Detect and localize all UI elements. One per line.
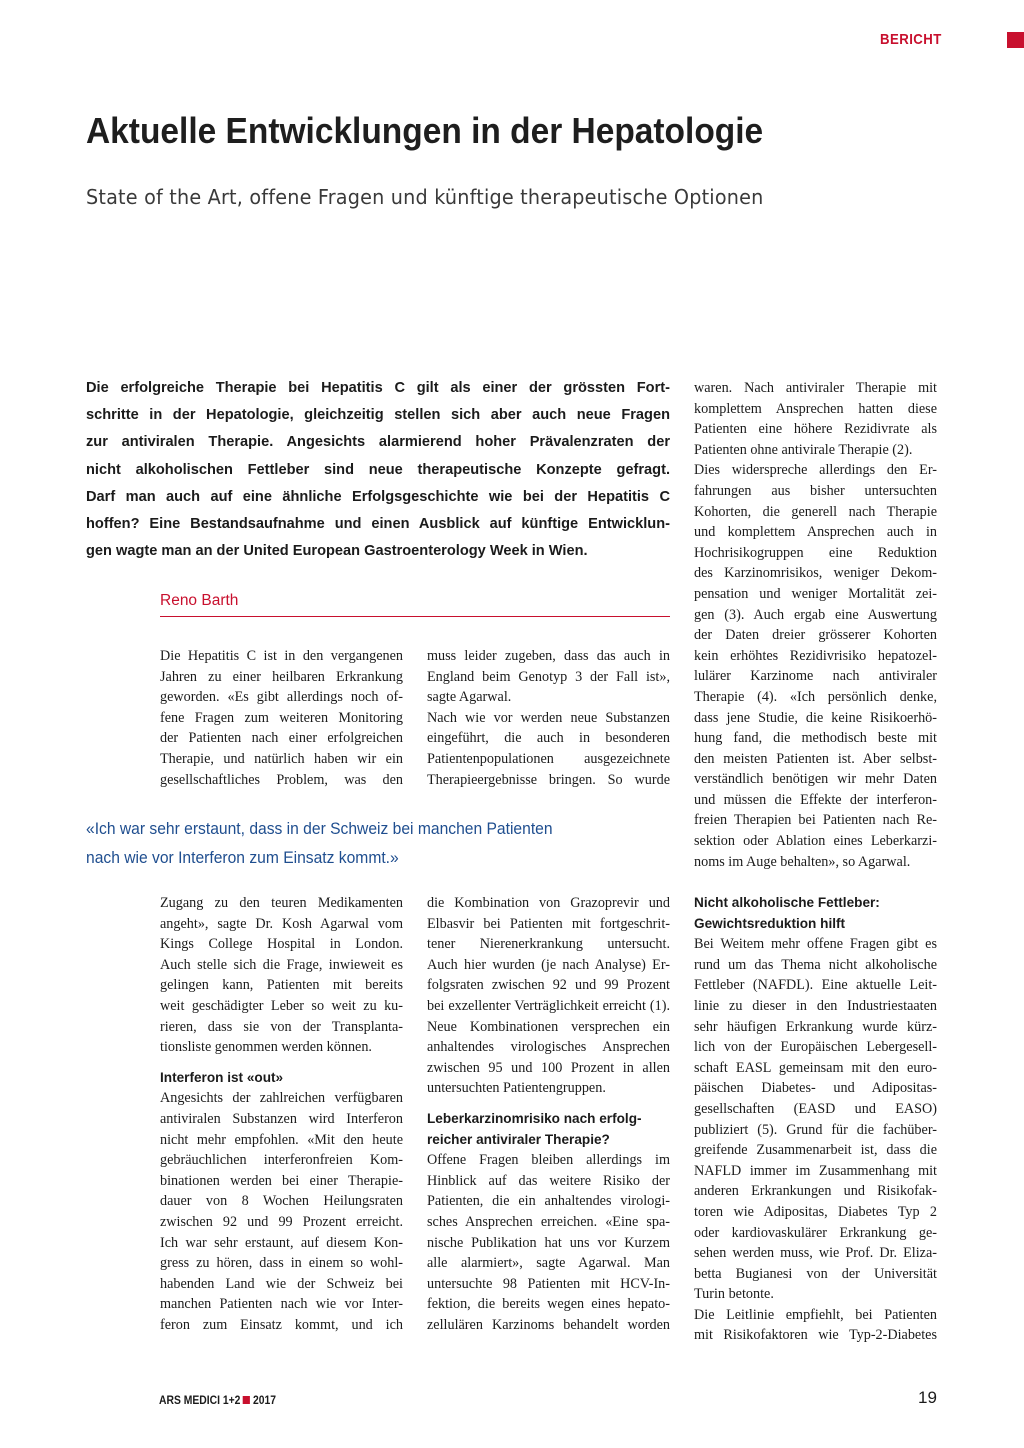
body-line: hung fand, die methodisch beste mit xyxy=(694,730,937,747)
body-line: untersuchte 98 Patienten mit HCV-In- xyxy=(427,1275,670,1292)
body-line: tionsliste genommen werden können. xyxy=(160,1039,372,1056)
body-line: rieren, dass sie von der Transplanta- xyxy=(160,1018,403,1035)
article-subtitle: State of the Art, offene Fragen und künftige therapeutische Optionen xyxy=(86,185,764,209)
body-line: untersuchten Patientengruppen. xyxy=(427,1080,606,1097)
author-name: Reno Barth xyxy=(160,592,239,609)
body-line: manchen Patienten nach wie vor Inter- xyxy=(160,1296,403,1313)
body-line: Patientenpopulationen ausgezeichnete xyxy=(427,750,670,767)
body-line: der Daten dreier grösserer Kohorten xyxy=(694,627,937,644)
body-line: publiziert (5). Grund für die fachüber- xyxy=(694,1121,937,1138)
body-line: Therapieergebnisse bringen. So wurde xyxy=(427,771,670,788)
body-line: England beim Genotyp 3 der Fall ist», xyxy=(427,668,670,685)
column-3-top xyxy=(694,378,937,872)
journal-name: ARS MEDICI 1+2 xyxy=(159,1395,241,1407)
body-line: oder kardiovaskulärer Erkrankung ge- xyxy=(694,1224,937,1241)
body-line: muss leider zugeben, dass das auch in xyxy=(427,648,670,664)
article-title: Aktuelle Entwicklungen in der Hepatologie xyxy=(86,110,764,151)
journal-footer xyxy=(159,1395,276,1407)
body-line: Bei Weitem mehr offene Fragen gibt es xyxy=(694,936,937,953)
pull-quote xyxy=(86,815,662,872)
body-line: tener Nierenerkrankung untersucht. xyxy=(427,936,670,953)
body-line: lich von der Europäischen Lebergesell- xyxy=(694,1039,937,1056)
body-line: weit geschädigter Leber so weit zu ku- xyxy=(160,997,403,1014)
body-line: feron zum Einsatz kommt, und ich xyxy=(160,1316,403,1333)
body-line: Zugang zu den teuren Medikamenten xyxy=(160,895,403,911)
body-line: fahrungen aus bisher untersuchten xyxy=(694,482,937,499)
body-line: gesellschaftliches Problem, was den xyxy=(160,771,403,788)
footer-marker xyxy=(243,1396,250,1404)
body-line: Hochrisikogruppen eine Reduktion xyxy=(694,544,937,561)
body-line: Neue Kombinationen versprechen ein xyxy=(427,1018,670,1035)
body-line: bei exzellenter Verträglichkeit erreicht (1). xyxy=(427,997,670,1014)
journal-year: 2017 xyxy=(252,1395,277,1407)
body-line: und komplettem Ansprechen auch in xyxy=(694,524,937,541)
body-line: linie zu dieser in den Industriestaaten xyxy=(694,997,937,1014)
body-line: gelingen kann, Patienten mit bereits xyxy=(160,977,403,994)
body-line: greifende Zusammenarbeit ist, dass die xyxy=(694,1142,937,1159)
body-line: Auch stelle sich die Frage, inwieweit es xyxy=(160,956,403,973)
body-line: NAFLD immer im Zusammenhang mit xyxy=(694,1162,937,1179)
pull-quote-line: «Ich war sehr erstaunt, dass in der Schweiz bei manchen Patienten xyxy=(86,820,553,838)
body-line: Therapie (4). «Ich persönlich denke, xyxy=(694,688,937,705)
column-1-bottom xyxy=(160,893,403,1335)
body-line: Offene Fragen bleiben allerdings im xyxy=(427,1152,670,1169)
section-label: BERICHT xyxy=(880,31,942,48)
body-line: freien Therapien bei Patienten nach Re- xyxy=(694,812,937,829)
body-line: Elbasvir bei Patienten mit fortgeschrit- xyxy=(427,915,670,932)
body-line: komplettem Ansprechen hatten diese xyxy=(694,400,937,417)
body-line: pensation und weniger Mortalität zei- xyxy=(694,585,937,602)
lead-line: gen wagte man an der United European Gastroenterology Week in Wien. xyxy=(86,543,588,560)
body-line: den meisten Patienten ist. Aber selbst- xyxy=(694,750,937,767)
body-line: sehr häufigen Erkrankung wurde kürz- xyxy=(694,1018,937,1035)
lead-line: nicht alkoholischen Fettleber sind neue therapeutische Konzepte gefragt. xyxy=(86,461,670,478)
body-line: Nach wie vor werden neue Substanzen xyxy=(427,709,670,726)
body-line: Hinblick auf das weitere Risiko der xyxy=(427,1172,670,1189)
body-line: rund um das Thema nicht alkoholische xyxy=(694,956,937,973)
body-line: Auch hier wurden (je nach Analyse) Er- xyxy=(427,956,670,973)
body-line: Patienten ohne antivirale Therapie (2). xyxy=(694,441,913,458)
body-line: sektion oder Ablation eines Leberkarzi- xyxy=(694,833,937,850)
body-line: antiviralen Substanzen wird Interferon xyxy=(160,1110,403,1127)
body-line: fene Fragen zum weiteren Monitoring xyxy=(160,709,403,726)
page-number: 19 xyxy=(918,1388,937,1407)
body-line: und müssen die Effekte der interferon- xyxy=(694,791,937,808)
lead-line: zur antiviralen Therapie. Angesichts alarmierend hoher Prävalenzraten der xyxy=(86,434,670,451)
body-line: noms im Auge behalten», so Agarwal. xyxy=(694,853,911,870)
body-line: nicht mehr empfohlen. «Mit den heute xyxy=(160,1131,403,1148)
body-line: sagte Agarwal. xyxy=(427,689,512,706)
body-line: gress zu hören, dass in einem so wohl- xyxy=(160,1255,403,1272)
body-line: folgsraten zwischen 92 und 99 Prozent xyxy=(427,977,670,994)
body-line: binationen werden bei einer Therapie- xyxy=(160,1172,403,1189)
body-line: fektion, die bereits wegen eines hepato- xyxy=(427,1296,670,1313)
pull-quote-line: nach wie vor Interferon zum Einsatz kommt.» xyxy=(86,848,399,867)
body-line: betta Bugianesi von der Universität xyxy=(694,1265,937,1282)
body-line: des Karzinomrisikos, weniger Dekom- xyxy=(694,565,937,582)
body-line: kein erhöhtes Rezidivrisiko hepatozel- xyxy=(694,647,937,664)
body-line: mit Risikofaktoren wie Typ-2-Diabetes xyxy=(694,1327,937,1344)
body-line: zellulären Karzinoms behandelt worden xyxy=(427,1316,670,1333)
body-line: Ich war sehr erstaunt, auf diesem Kon- xyxy=(160,1234,403,1251)
subheading-fettleber: Gewichtsreduktion hilft xyxy=(694,915,846,931)
body-line: alle alarmiert», sagte Agarwal. Man xyxy=(427,1255,670,1272)
body-line: angeht», sagte Dr. Kosh Agarwal vom xyxy=(160,915,403,932)
body-line: eingeführt, die auch in besonderen xyxy=(427,730,670,747)
body-line: anderen Erkrankungen und Risikofak- xyxy=(694,1183,937,1200)
body-line: Dies widerspreche allerdings den Er- xyxy=(694,462,937,479)
section-marker xyxy=(1007,32,1024,48)
body-line: schaft EASL gemeinsam mit den euro- xyxy=(694,1059,937,1076)
body-line: Die Hepatitis C ist in den vergangenen xyxy=(160,648,403,664)
column-2-bottom xyxy=(427,893,670,1335)
body-line: Turin betonte. xyxy=(694,1286,774,1303)
column-3-bottom xyxy=(694,893,937,1346)
body-line: zwischen 92 und 99 Prozent erreicht. xyxy=(160,1213,403,1230)
body-line: Kings College Hospital in London. xyxy=(160,936,403,953)
lead-line: schritte in der Hepatologie, gleichzeitig stellen sich aber auch neue Fragen xyxy=(86,407,670,424)
body-line: zwischen 95 und 100 Prozent in allen xyxy=(427,1059,670,1076)
column-1-top xyxy=(160,646,403,790)
author-divider xyxy=(160,616,670,617)
body-line: lulärer Karzinome nach antiviraler xyxy=(694,668,937,685)
paragraph-spacer xyxy=(427,1099,670,1109)
body-line: sehen werden muss, wie Prof. Dr. Eliza- xyxy=(694,1245,937,1262)
subheading-leberkarzinom: Leberkarzinomrisiko nach erfolg- xyxy=(427,1110,642,1126)
body-line: nische Publikation hat uns vor Kurzem xyxy=(427,1234,670,1251)
lead-line: Darf man auch auf eine ähnliche Erfolgsgeschichte wie bei der Hepatitis C xyxy=(86,488,670,505)
body-line: Jahren zu einer heilbaren Erkrankung xyxy=(160,668,403,685)
body-line: habenden Land wie der Schweiz bei xyxy=(160,1275,403,1292)
body-line: Fettleber (NAFDL). Eine aktuelle Leit- xyxy=(694,977,937,994)
column-2-top xyxy=(427,646,670,790)
lead-line: hoffen? Eine Bestandsaufnahme und einen Ausblick auf künftige Entwicklun- xyxy=(86,516,670,533)
body-line: dass jene Studie, die keine Risikoerhö- xyxy=(694,709,937,726)
body-line: toren wie Adipositas, Diabetes Typ 2 xyxy=(694,1203,937,1220)
lead-line: Die erfolgreiche Therapie bei Hepatitis C gilt als einer der grössten Fort- xyxy=(86,380,670,396)
body-line: gesellschaften (EASD und EASO) xyxy=(694,1100,937,1117)
body-line: der Patienten nach einer erfolgreichen xyxy=(160,730,403,747)
subheading-fettleber: Nicht alkoholische Fettleber: xyxy=(694,895,880,910)
body-line: gen (3). Auch ergab eine Auswertung xyxy=(694,606,937,623)
body-line: verständlich benötigen wir mehr Daten xyxy=(694,771,937,788)
paragraph-spacer xyxy=(160,1058,403,1068)
body-line: die Kombination von Grazoprevir und xyxy=(427,895,670,911)
body-line: Angesichts der zahlreichen verfügbaren xyxy=(160,1090,403,1107)
body-line: Patienten eine höhere Rezidivrate als xyxy=(694,421,937,438)
subheading-interferon: Interferon ist «out» xyxy=(160,1069,284,1085)
subheading-leberkarzinom: reicher antiviraler Therapie? xyxy=(427,1131,610,1147)
body-line: päischen Diabetes- und Adipositas- xyxy=(694,1080,937,1097)
body-line: gebräuchlichen interferonfreien Kom- xyxy=(160,1152,403,1169)
body-line: anhaltendes virologisches Ansprechen xyxy=(427,1039,670,1056)
body-line: Patienten, die ein anhaltendes virologi- xyxy=(427,1193,670,1210)
body-line: geworden. «Es gibt allerdings noch of- xyxy=(160,689,403,706)
body-line: sches Ansprechen erreichen. «Eine spa- xyxy=(427,1213,670,1230)
lead-paragraph xyxy=(86,375,670,565)
body-line: dauer von 8 Wochen Heilungsraten xyxy=(160,1193,403,1210)
body-line: Kohorten, die generell nach Therapie xyxy=(694,503,937,520)
body-line: Therapie, und natürlich haben wir ein xyxy=(160,750,403,767)
body-line: waren. Nach antiviraler Therapie mit xyxy=(694,380,937,396)
body-line: Die Leitlinie empfiehlt, bei Patienten xyxy=(694,1306,937,1323)
